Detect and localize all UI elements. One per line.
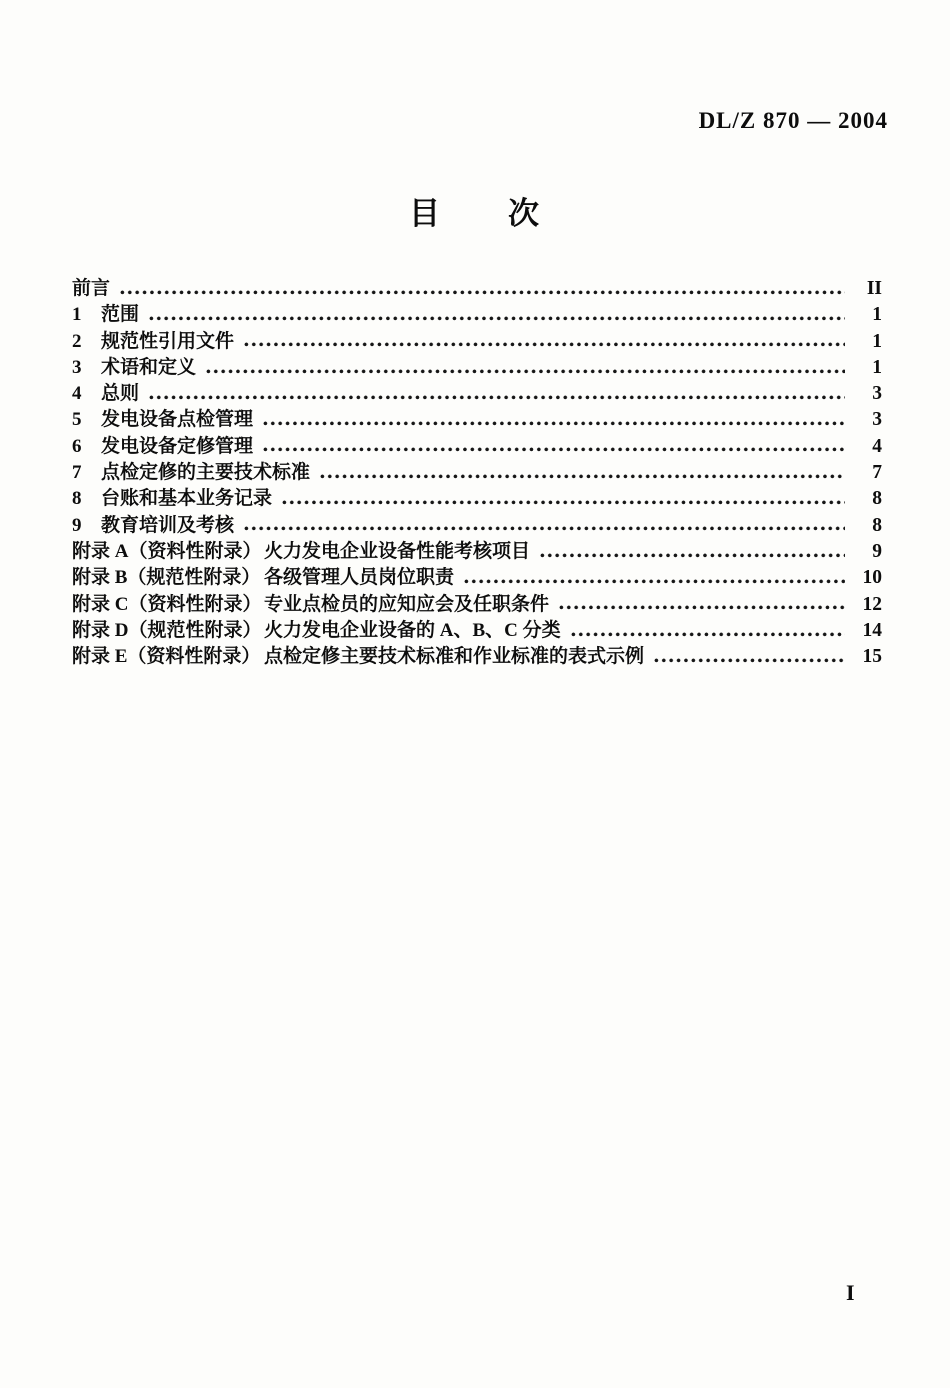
toc-entry-label: 前言	[72, 278, 111, 299]
toc-entry-label: 点检定修的主要技术标准	[101, 462, 311, 484]
dot-leader	[559, 605, 845, 610]
toc-entry	[72, 381, 882, 407]
toc-entry-page: 9	[872, 540, 882, 562]
toc-list	[72, 276, 882, 670]
toc-entry-label: 发电设备点检管理	[101, 409, 254, 431]
toc-entry-label: 台账和基本业务记录	[101, 488, 273, 510]
toc-entry-number: 附录 C（资料性附录）	[72, 593, 262, 615]
dot-leader	[464, 579, 845, 584]
toc-entry-number: 1	[72, 304, 82, 326]
toc-entry	[72, 592, 882, 618]
toc-entry-label: 火力发电企业设备的 A、B、C 分类	[264, 619, 561, 641]
toc-entry	[72, 565, 882, 591]
dot-leader	[263, 447, 845, 452]
toc-entry-label: 各级管理人员岗位职责	[264, 567, 455, 589]
toc-entry-page: 1	[872, 304, 882, 326]
toc-entry-number: 附录 D（规范性附录）	[72, 619, 262, 641]
toc-entry	[72, 355, 882, 381]
toc-entry-number: 附录 A（资料性附录）	[72, 540, 262, 562]
dot-leader	[654, 658, 845, 663]
toc-entry	[72, 486, 882, 512]
toc-entry-label: 范围	[101, 304, 140, 326]
toc-entry	[72, 460, 882, 486]
dot-leader	[571, 632, 845, 637]
dot-leader	[244, 526, 845, 531]
dot-leader	[149, 316, 845, 321]
page-title: 目 次	[409, 196, 541, 231]
toc-entry	[72, 329, 882, 355]
toc-entry	[72, 276, 882, 302]
toc-entry-label: 火力发电企业设备性能考核项目	[264, 540, 531, 562]
toc-entry-number: 7	[72, 462, 82, 484]
dot-leader	[263, 421, 845, 426]
toc-entry-label: 教育培训及考核	[101, 514, 235, 536]
toc-entry-page: 8	[872, 514, 882, 536]
doc-number: DL/Z 870 — 2004	[698, 108, 888, 133]
toc-entry-page: 12	[862, 593, 882, 615]
toc-entry-page: II	[866, 278, 882, 299]
dot-leader	[244, 342, 845, 347]
toc-entry-page: 4	[872, 435, 882, 457]
dot-leader	[120, 290, 845, 295]
toc-entry-page: 1	[872, 356, 882, 378]
toc-entry-number: 8	[72, 488, 82, 510]
dot-leader	[320, 474, 845, 479]
toc-entry-page: 7	[872, 462, 882, 484]
dot-leader	[149, 395, 845, 400]
toc-entry-page: 15	[862, 646, 882, 668]
toc-entry-number: 附录 B（规范性附录）	[72, 567, 261, 589]
toc-entry-label: 发电设备定修管理	[101, 435, 254, 457]
toc-entry-number: 3	[72, 356, 82, 378]
toc-entry-page: 3	[872, 409, 882, 431]
toc-entry-label: 总则	[101, 383, 140, 405]
page-number: I	[846, 1280, 855, 1305]
toc-entry-label: 规范性引用文件	[101, 330, 235, 352]
toc-entry-label: 点检定修主要技术标准和作业标准的表式示例	[264, 646, 645, 668]
dot-leader	[540, 553, 845, 558]
toc-entry-label: 术语和定义	[101, 356, 197, 378]
toc-entry	[72, 434, 882, 460]
toc-entry	[72, 302, 882, 328]
toc-entry-page: 14	[862, 619, 882, 641]
toc-entry	[72, 513, 882, 539]
dot-leader	[206, 369, 845, 374]
toc-entry-page: 3	[872, 383, 882, 405]
toc-entry-number: 5	[72, 409, 82, 431]
toc-entry-page: 8	[872, 488, 882, 510]
toc-entry-page: 1	[872, 330, 882, 352]
toc-entry-page: 10	[862, 567, 882, 589]
toc-entry-number: 9	[72, 514, 82, 536]
toc-entry	[72, 644, 882, 670]
toc-entry-number: 附录 E（资料性附录）	[72, 646, 261, 668]
toc-entry-label: 专业点检员的应知应会及任职条件	[264, 593, 550, 615]
toc-entry	[72, 618, 882, 644]
dot-leader	[282, 500, 845, 505]
toc-entry-number: 4	[72, 383, 82, 405]
toc-entry-number: 6	[72, 435, 82, 457]
toc-entry	[72, 539, 882, 565]
toc-entry-number: 2	[72, 330, 82, 352]
toc-entry	[72, 407, 882, 433]
